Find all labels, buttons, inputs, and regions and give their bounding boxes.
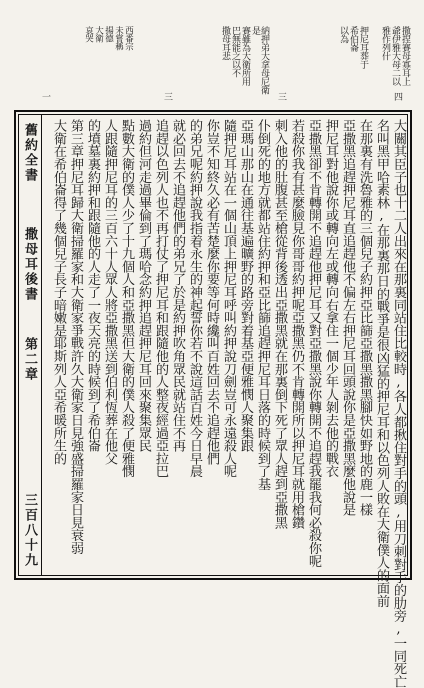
text-column: 隨押尼耳站在一個山頂上押尼耳呼叫約押說刀劍豈可永遠殺人呢 (221, 119, 236, 478)
text-column: 刺入他的肚腹甚至槍從背後透出亞撒黑就在那裏倒下死了眾人趕到亞撒黑 (272, 119, 287, 529)
page-margin (19, 115, 42, 575)
text-column: 大關其臣子也十二人出來在那裏同站住比較時,各人都揪住對手的頭,用刀刺對手的肋旁,一同死亡 (391, 119, 406, 688)
header-note: 爺伊雅大母二以 (390, 26, 400, 86)
header-note: 撒母耳悲 (220, 26, 230, 60)
text-column: 押尼耳對他說你或轉向左或轉向右拿住一個少年人剝去他的戰衣 (323, 119, 338, 478)
text-column: 點數大衛的僕人少了十九個人和亞撒黑但大衛的僕人殺了便雅憫 (119, 119, 134, 478)
text-frame (14, 110, 412, 688)
text-column: 追趕以色列人也不再打仗了押尼耳和跟隨他的人整夜經過亞拉巴 (153, 119, 168, 478)
verse-marker: 四 (394, 93, 404, 103)
text-column: 你豈不知終久必有苦楚麼你要等何時纔叫百姓回去不追趕他們 (204, 119, 219, 465)
text-column: 在那裏有洗魯雅的三個兒子約押亞比篩亞撒黑撒黑腳快如野地的鹿一樣 (357, 119, 372, 516)
text-column: 的弟兄呢約押說我指着永生的神起誓你若不說這話百姓今日早晨 (187, 119, 202, 478)
header-notes (14, 24, 412, 94)
header-note: 大衛 (93, 26, 104, 42)
text-column: 過約但河走過畢倫到了瑪哈念約押追趕押尼耳回來聚集眾民 (136, 119, 151, 452)
header-note: 雅作列什 (380, 26, 390, 60)
verse-marker: 一 (42, 93, 52, 103)
text-column: 大衛在希伯崙得了幾個兒子長子暗嫩是耶斯列人亞希暖所生的 (51, 119, 66, 465)
text-body (42, 115, 407, 688)
text-frame-inner (18, 114, 408, 688)
text-column: 若殺你我有甚麼臉見你哥哥約押呢亞撒黑仍不肯轉開所以押尼耳就用槍鑽 (289, 119, 304, 529)
chapter-label: 第二章 (22, 337, 37, 382)
header-note: 希伯崙 (348, 26, 358, 52)
header-note: 賽雖為大衛所用 (240, 26, 250, 86)
text-column: 人跟隨押尼耳的三百六十人眾人將亞撒黑送到伯利恆葬在他父 (102, 119, 117, 465)
book-name: 撒母耳後書 (22, 227, 37, 302)
header-note: 押尼耳葬于 (358, 26, 368, 69)
text-column: 就必回去不追趕他們的弟兄了於是約押吹角眾民就站住不再 (170, 119, 185, 452)
text-column: 的墳墓裏約押和跟隨他的人走了一夜天亮的時候到了希伯崙 (85, 119, 100, 452)
header-note: 巴無能之以不 (230, 26, 240, 77)
page-number: 三百八十九 (22, 493, 37, 568)
header-note: 以為 (338, 26, 348, 43)
scripture-page (14, 24, 412, 688)
header-note: 納押弟大拿母尼衛是 (250, 26, 269, 94)
text-column: 亞撒黑卻不肯轉開不追趕他押尼耳又對亞撒黑說你轉開不追趕我罷我何必殺你呢 (306, 119, 321, 568)
header-note: 哀哭 (83, 26, 94, 42)
header-note: 撒捏賽母寡耳上 (400, 26, 410, 86)
text-column: 亞瑪山那山在通往基遍曠野的路旁對着基亞便雅憫人聚集跟 (238, 119, 253, 452)
header-note: 揚德 (103, 26, 114, 42)
verse-marker: 三 (164, 93, 174, 103)
text-column: 亞撒黑追趕押尼耳直追趕他不偏左右押尼耳回頭說你是亞撒黑麼他說是 (340, 119, 355, 516)
header-note: 未嘗稱 (113, 26, 124, 50)
verse-marker: 三 (278, 93, 288, 103)
text-column: 仆倒死的地方就都站住約押和亞比篩追趕押尼耳日落的時候到了基 (255, 119, 270, 491)
text-column: 名叫黑甲哈素林,在那裏那日的戰爭是很凶猛的押尼耳和以色列人敗在大衛僕人的面前 (374, 119, 389, 608)
book-title: 舊約全書 (22, 123, 37, 183)
text-column: 第三章押尼耳歸大衛掃羅家和大衛家爭戰許久大衛家日見強盛掃羅家日見衰弱 (68, 119, 83, 555)
header-note: 西番宗 (123, 26, 134, 50)
